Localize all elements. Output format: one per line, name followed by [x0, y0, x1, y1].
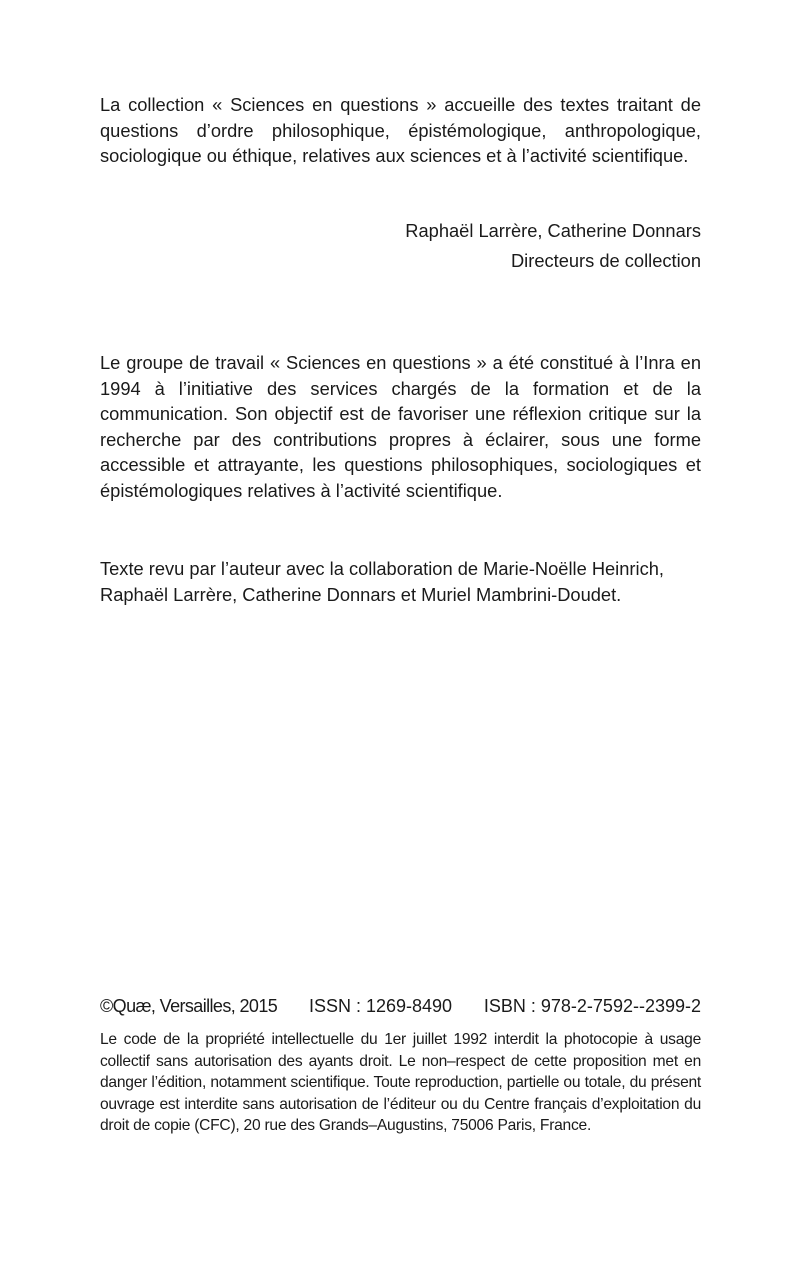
working-group-description: Le groupe de travail « Sciences en questions » a été constitué à l’Inra en 1994 à l’initiative des services chargés de la formation et de la communication. Son objectif est de favoriser une réflexion critique sur la recherche par des contributions propres à éclairer, sous une forme accessible et attrayante, les questions philosophiques, sociologiques et épistémologiques relatives à l’activité scientifique.: [100, 352, 701, 501]
collection-description: La collection « Sciences en questions » accueille des textes traitant de questions d’ordre philosophique, épistémologique, anthropologique, sociologique ou éthique, relatives aux sciences et à l’activité scientifique.: [100, 94, 701, 166]
signature-block: [100, 216, 701, 276]
revision-credits-line-1: Texte revu par l’auteur avec la collaboration de Marie-Noëlle Heinrich,: [100, 558, 664, 579]
collection-directors-role: Directeurs de collection: [510, 250, 701, 271]
collection-directors-names: Raphaël Larrère, Catherine Donnars: [405, 220, 701, 241]
issn-number: ISSN : 1269-8490: [308, 996, 453, 1016]
revision-credits-line-2: Raphaël Larrère, Catherine Donnars et Muriel Mambrini-Doudet.: [100, 583, 622, 605]
isbn-number: ISBN : 978-2-7592--2399-2: [483, 996, 701, 1016]
publisher-copyright: ©Quæ, Versailles, 2015: [100, 996, 278, 1016]
copyright-line: [100, 993, 701, 1019]
legal-notice: Le code de la propriété intellectuelle du 1er juillet 1992 interdit la photocopie à usage collectif sans autorisation des ayants droit. Le non–respect de cette proposition met en danger l’édition, notamment scientifique. Toute reproduction, partielle ou totale, du présent ouvrage est interdite sans autorisation de l’éditeur ou du Centre français d’exploitation du droit de copie (CFC), 20 rue des Grands–Augustins, 75006 Paris, France.: [100, 1031, 701, 1134]
revision-credits: [100, 556, 701, 607]
